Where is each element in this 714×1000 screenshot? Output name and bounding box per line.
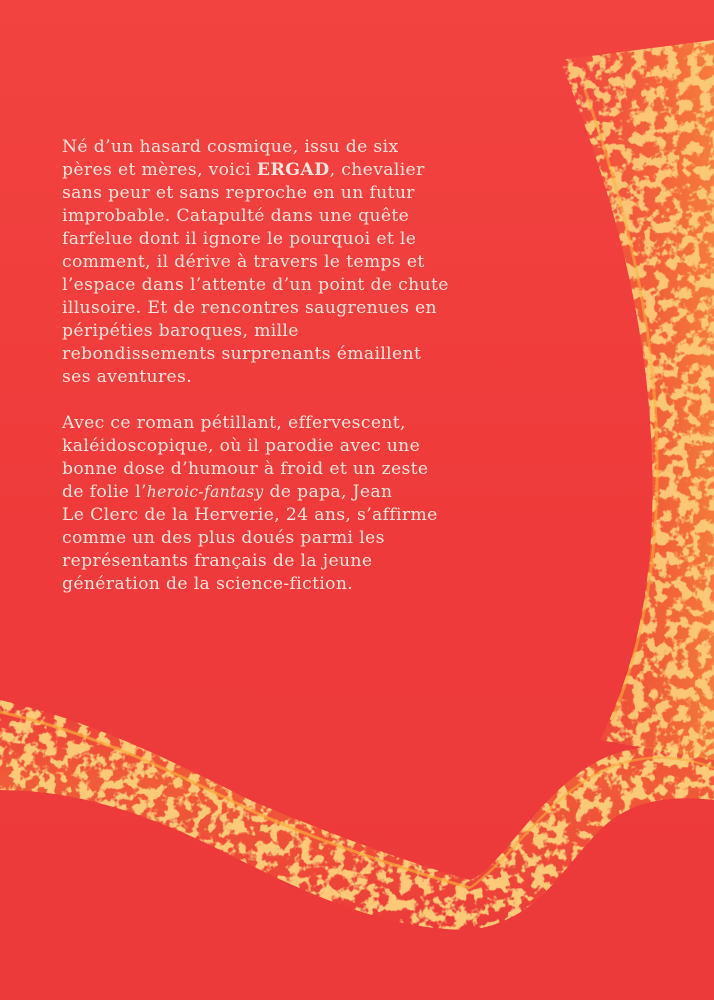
text-line: génération de la science-fiction. [62, 574, 354, 594]
text-line [62, 159, 582, 182]
text-fragment: pères et mères, voici [62, 160, 257, 180]
text-fragment: de papa, Jean [263, 482, 393, 502]
blurb-paragraph-1 [62, 136, 582, 389]
text-line: illusoire. Et de rencontres saugrenues en [62, 298, 437, 318]
text-line: comment, il dérive à travers le temps et [62, 252, 425, 272]
text-line: Le Clerc de la Herverie, 24 ans, s’affirme [62, 505, 438, 525]
text-line: rebondissements surprenants émaillent [62, 344, 422, 364]
text-line [62, 481, 582, 504]
text-line: ses aventures. [62, 367, 193, 387]
text-line: improbable. Catapulté dans une quête [62, 206, 410, 226]
text-line: farfelue dont il ignore le pourquoi et le [62, 229, 417, 249]
text-line: Avec ce roman pétillant, effervescent, [62, 413, 406, 433]
text-fragment: , chevalier [329, 160, 425, 180]
hero-name: ERGAD [256, 160, 330, 180]
text-line: Né d’un hasard cosmique, issu de six [62, 137, 399, 157]
back-cover-blurb [62, 136, 582, 596]
blurb-paragraph-2 [62, 412, 582, 596]
text-line: comme un des plus doués parmi les [62, 528, 385, 548]
text-fragment: de folie l’ [62, 482, 147, 502]
genre-term: heroic-fantasy [146, 483, 264, 501]
text-line: kaléidoscopique, où il parodie avec une [62, 436, 421, 456]
text-line: l’espace dans l’attente d’un point de chute [62, 275, 449, 295]
text-line: péripéties baroques, mille [62, 321, 299, 341]
text-line: bonne dose d’humour à froid et un zeste [62, 459, 429, 479]
text-line: sans peur et sans reproche en un futur [62, 183, 415, 203]
text-line: représentants français de la jeune [62, 551, 373, 571]
